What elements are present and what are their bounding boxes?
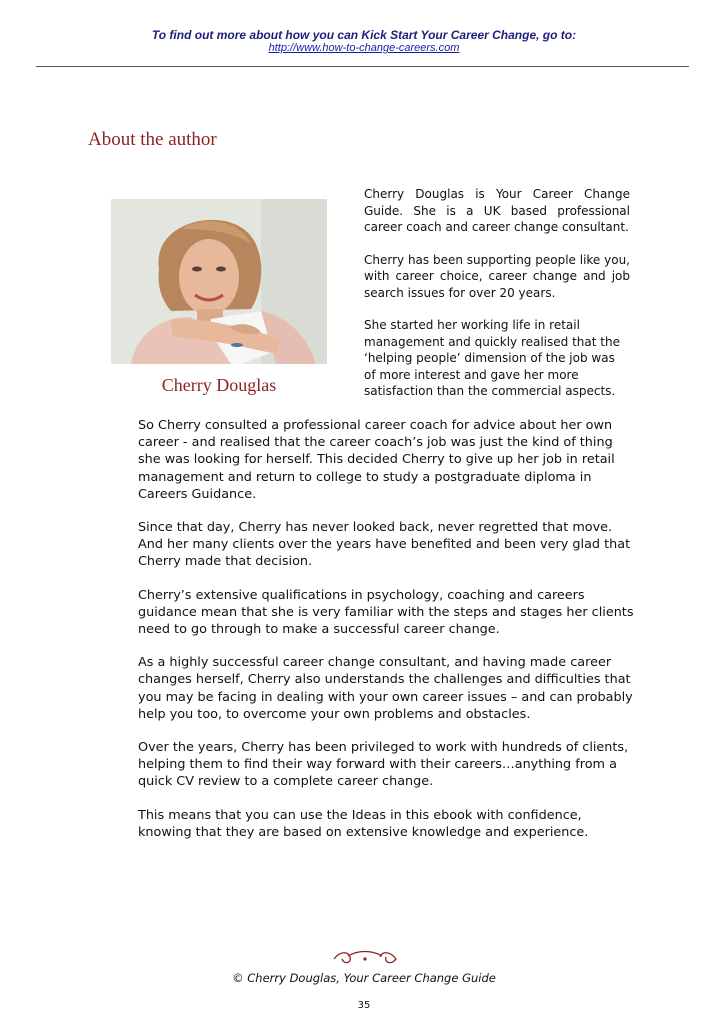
header-promo-text: To find out more about how you can Kick Start Your Career Change, go to: xyxy=(151,28,577,42)
body-paragraph: Since that day, Cherry has never looked back, never regretted that move. And her many clients over the years have benefited and been very glad that Cherry made that decision. xyxy=(138,520,631,570)
section-heading: About the author xyxy=(88,129,217,150)
body-paragraph: Over the years, Cherry has been privileged to work with hundreds of clients, helping them to find their way forward with their careers…anything from a quick CV review to a complete career change. xyxy=(138,740,629,790)
author-photo-caption: Cherry Douglas xyxy=(161,375,277,395)
author-intro-column xyxy=(364,186,630,416)
side-paragraph: She started her working life in retail management and quickly realised that the ‘helping people’ dimension of the job was of more interest and gave her more satisfaction than the commercial aspects. xyxy=(364,318,620,398)
author-biography xyxy=(138,417,638,857)
header-divider xyxy=(36,66,689,67)
footer-copyright: © Cherry Douglas, Your Career Change Guide xyxy=(232,971,496,985)
side-paragraph: Cherry has been supporting people like you, with career choice, career change and job search issues for over 20 years. xyxy=(364,252,630,300)
body-paragraph: As a highly successful career change consultant, and having made career changes herself, Cherry also understands the challenges and difficulties that you may be facing in dealing with your own career issues – and can probably help you too, to overcome your own problems and obstacles. xyxy=(138,655,633,722)
side-paragraph: Cherry Douglas is Your Career Change Guide. She is a UK based professional career coach and career change consultant. xyxy=(364,187,630,234)
author-portrait-image xyxy=(111,199,327,364)
ornament-divider-icon xyxy=(330,947,400,967)
author-photo xyxy=(111,199,327,364)
body-paragraph: This means that you can use the Ideas in this ebook with confidence, knowing that they are based on extensive knowledge and experience. xyxy=(138,807,589,840)
header-website-link[interactable]: http://www.how-to-change-careers.com xyxy=(268,42,460,54)
page-number: 35 xyxy=(357,1000,371,1011)
body-paragraph: So Cherry consulted a professional career coach for advice about her own career - and realised that the career coach’s job was just the kind of thing she was looking for herself. This decided Cherry to give up her job in retail management and return to college to study a postgraduate diploma in Careers Guidance. xyxy=(138,418,615,502)
body-paragraph: Cherry’s extensive qualifications in psychology, coaching and careers guidance mean that she is very familiar with the steps and stages her clients need to go through to make a successful career change. xyxy=(138,587,634,638)
